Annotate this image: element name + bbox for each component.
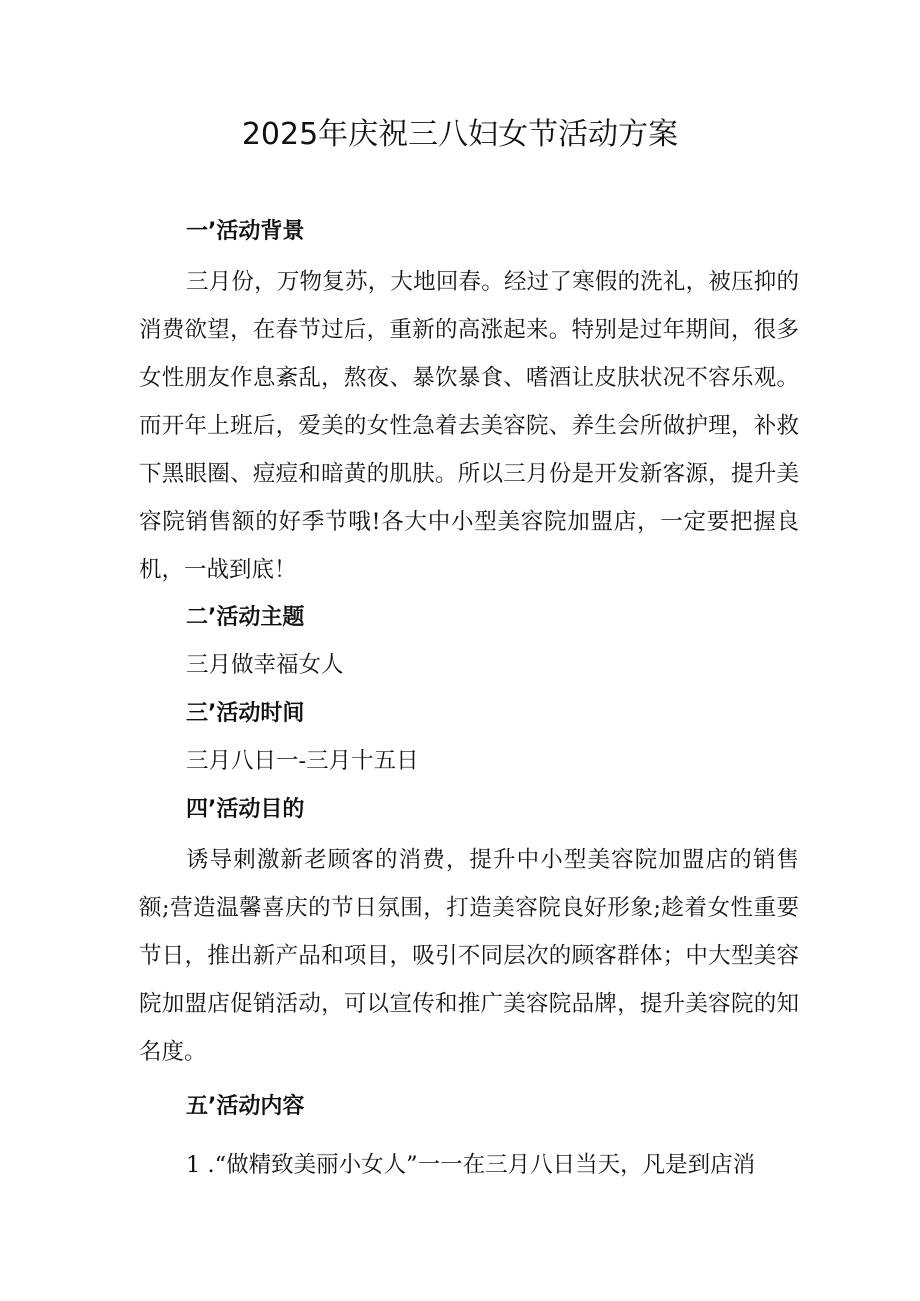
- section-body-purpose: 诱导刺激新老顾客的消费，提升中小型美容院加盟店的销售额;营造温馨喜庆的节日氛围，打造美容院良好形象;趁着女性重要节日，推出新产品和项目，吸引不同层次的顾客群体；中大型美容院加盟店促销活动，可以宣传和推广美容院品牌，提升美容院的知名度。: [139, 847, 799, 1065]
- section-body-background: 三月份，万物复苏，大地回春。经过了寒假的洗礼，被压抑的消费欲望，在春节过后，重新的高涨起来。特别是过年期间，很多女性朋友作息紊乱，熬夜、暴饮暴食、嗜酒让皮肤状况不容乐观。而开年上班后，爱美的女性急着去美容院、养生会所做护理，补救下黑眼圈、痘痘和暗黄的肌肤。所以三月份是开发新客源，提升美容院销售额的好季节哦!各大中小型美容院加盟店，一定要把握良机，一战到底！: [139, 269, 799, 583]
- section-heading-content: 五’活动内容: [186, 1094, 305, 1119]
- section-body-time: 三月八日一-三月十五日: [186, 748, 419, 774]
- section-body-theme: 三月做幸福女人: [186, 652, 344, 678]
- section-heading-purpose: 四’活动目的: [186, 797, 305, 822]
- section-body-content: 1 .“做精致美丽小女人”一一在三月八日当天，凡是到店消: [186, 1152, 756, 1178]
- document-title: 2025年庆祝三八妇女节活动方案: [241, 117, 679, 152]
- section-heading-theme: 二’活动主题: [186, 605, 305, 630]
- section-heading-time: 三’活动时间: [186, 701, 305, 726]
- section-heading-background: 一’活动背景: [186, 219, 305, 244]
